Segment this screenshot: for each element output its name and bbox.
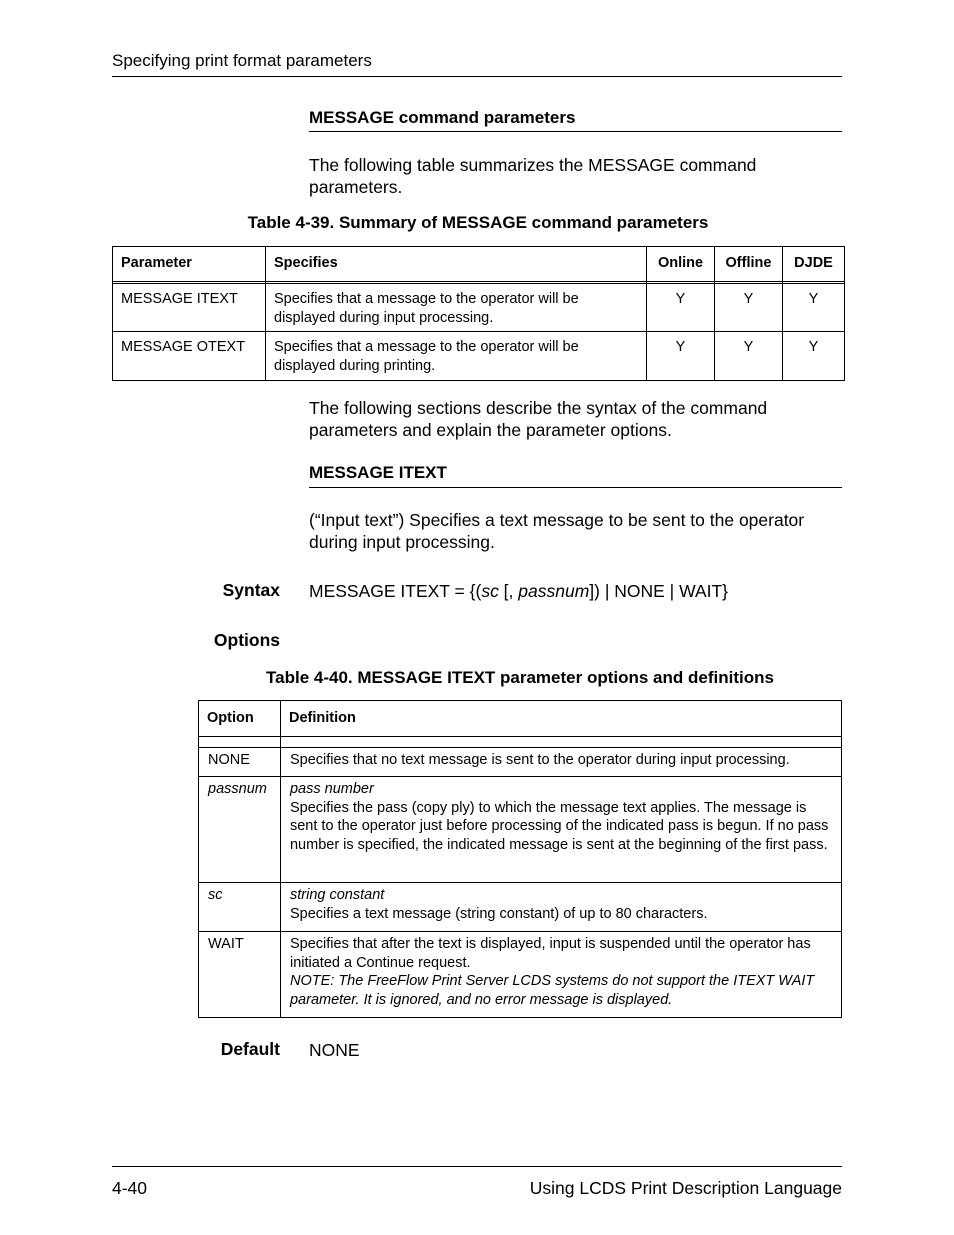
syntax-statement [309,580,728,602]
section-intro: The following table summarizes the MESSAGE command parameters. [309,155,757,197]
syntax-part: ]) | NONE | WAIT} [589,581,729,601]
table-caption: Table 4-40. MESSAGE ITEXT parameter options and definitions [266,668,774,687]
definition-text: Specifies the pass (copy ply) to which the message text applies. The message is sent to the operator just before processing of the indicated pass is begun. If no pass number is specified, the indicated message is sent at the beginning of the first pass. [289,799,829,854]
section-intro: (“Input text”) Specifies a text message to be sent to the operator during input processing. [309,510,805,552]
cell-specifies: Specifies that a message to the operator will be displayed during input processing. [266,284,647,332]
default-value: NONE [309,1040,360,1060]
table-row [113,284,845,332]
footer-rule [112,1166,842,1167]
running-header: Specifying print format parameters [112,51,372,70]
definition-text: Specifies that after the text is displayed, input is suspended until the operator has initiated a Continue request. [289,936,811,971]
cell-specifies: Specifies that a message to the operator will be displayed during printing. [266,332,647,381]
table-caption: Table 4-39. Summary of MESSAGE command parameters [247,213,709,232]
table-header-row [113,247,845,282]
section-heading-message-itext: MESSAGE ITEXT [309,463,447,482]
cell-option: NONE [199,748,281,777]
syntax-variable: passnum [518,581,590,601]
column-header: DJDE [783,247,845,282]
syntax-part: MESSAGE ITEXT = {( [309,581,482,601]
cell-offline: Y [715,332,783,381]
cell-definition [280,777,841,883]
cell-option: passnum [199,777,281,883]
column-header: Definition [280,701,841,737]
options-table [198,700,842,1018]
cell-djde: Y [783,332,845,381]
cell-option: sc [199,883,281,932]
column-header: Online [647,247,715,282]
cell-online: Y [647,284,715,332]
syntax-part: [, [498,581,519,601]
column-header: Option [199,701,281,737]
definition-term: pass number [289,781,374,797]
table-row [199,932,842,1018]
column-header: Offline [715,247,783,282]
section-rule [309,131,842,132]
table-row [113,332,845,381]
book-title: Using LCDS Print Description Language [529,1178,842,1198]
cell-definition [280,883,841,932]
cell-definition [280,932,841,1018]
table-header-row [199,701,842,737]
column-header: Parameter [113,247,266,282]
page-number: 4-40 [112,1178,148,1198]
cell-definition [280,748,841,777]
cell-parameter: MESSAGE ITEXT [113,284,266,332]
definition-text: Specifies a text message (string constant) of up to 80 characters. [289,905,708,922]
table-row [199,777,842,883]
options-label: Options [213,630,280,650]
cell-offline: Y [715,284,783,332]
cell-djde: Y [783,284,845,332]
section-transition-text: The following sections describe the syntax of the command parameters and explain the parameter options. [309,398,768,440]
header-rule [112,76,842,77]
table-row [199,883,842,932]
section-heading-message-command-parameters: MESSAGE command parameters [309,108,576,127]
definition-text: Specifies that no text message is sent to the operator during input processing. [289,752,790,768]
cell-option: WAIT [199,932,281,1018]
table-row [199,748,842,777]
summary-table [112,246,845,381]
cell-online: Y [647,332,715,381]
syntax-variable: sc [481,581,499,601]
column-header: Specifies [266,247,647,282]
default-label: Default [220,1039,280,1059]
definition-note: NOTE: The FreeFlow Print Server LCDS systems do not support the ITEXT WAIT parameter. It is ignored, and no error message is displayed. [289,973,815,1009]
definition-term: string constant [289,887,385,903]
section-rule [309,487,842,488]
syntax-label: Syntax [222,580,280,600]
cell-parameter: MESSAGE OTEXT [113,332,266,381]
